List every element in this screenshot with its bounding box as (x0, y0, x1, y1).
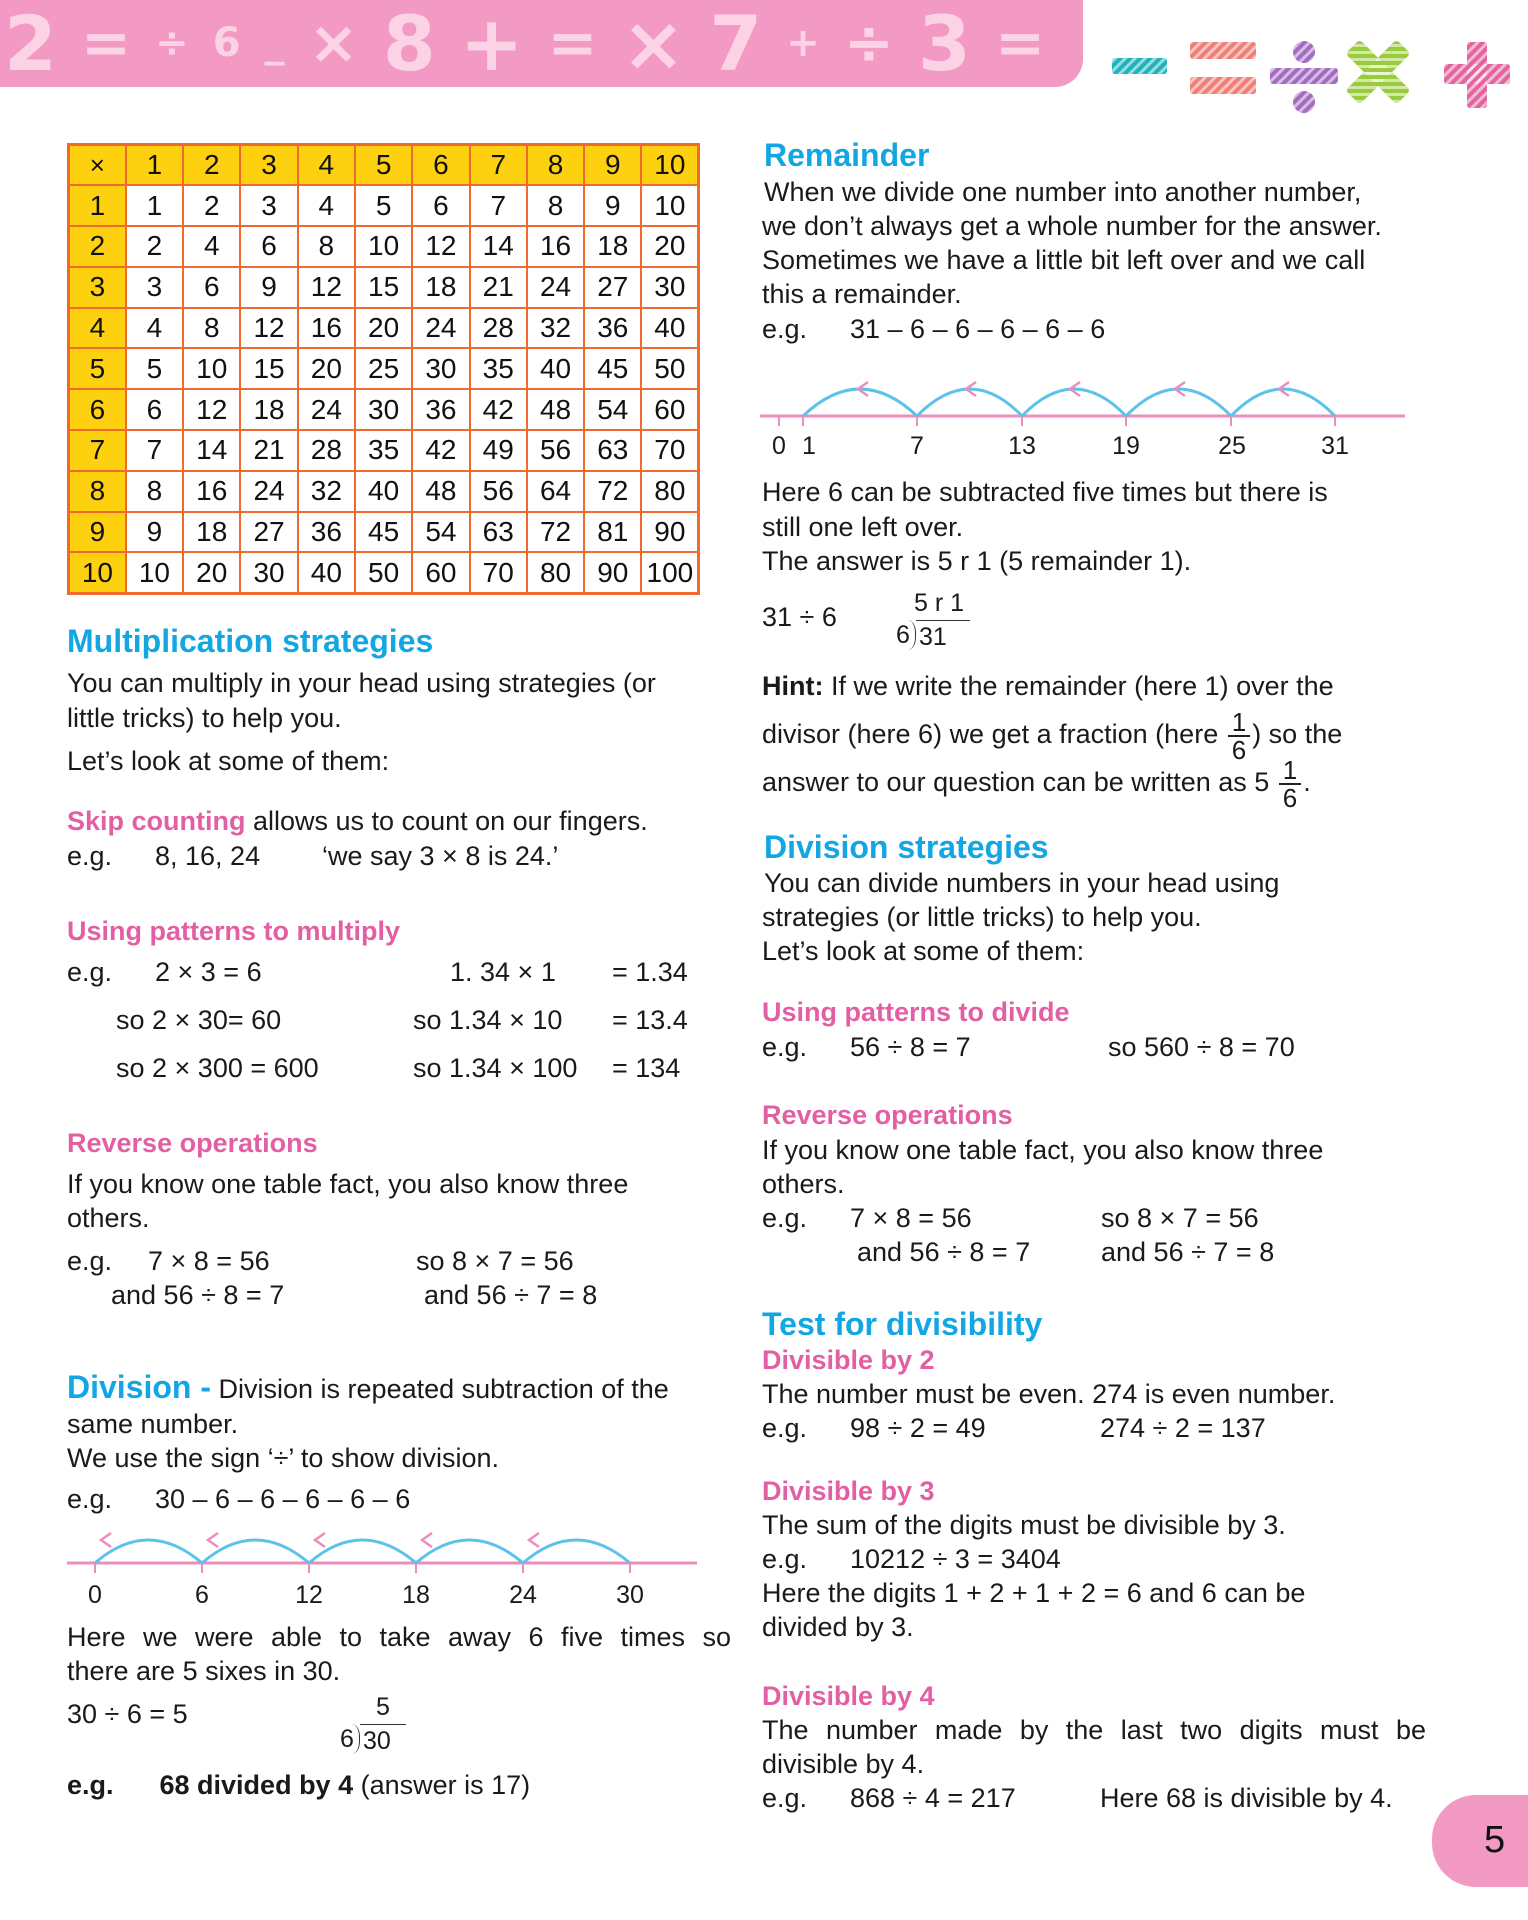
table-cell: 21 (470, 267, 527, 308)
table-cell: 2 (183, 185, 240, 226)
div-reverse-right-2: and 56 ÷ 7 = 8 (1101, 1237, 1275, 1267)
div-reverse-left-2: and 56 ÷ 8 = 7 (857, 1237, 1031, 1267)
table-cell: 2 (126, 226, 183, 267)
banner-glyph: 3 (918, 0, 971, 87)
table-cell: 49 (470, 430, 527, 471)
table-cell: 20 (298, 348, 355, 389)
table-cell: 7 (470, 185, 527, 226)
reverse-right-1: so 8 × 7 = 56 (416, 1246, 574, 1276)
banner-glyph: = (80, 8, 132, 78)
table-cell: 28 (470, 308, 527, 349)
table-row (69, 348, 699, 389)
table-cell: 90 (641, 512, 698, 553)
pattern-result-2: = 13.4 (612, 1005, 688, 1035)
hint-text-2a: divisor (here 6) we get a fraction (here (762, 719, 1226, 749)
number-line-label: 25 (1218, 432, 1246, 460)
banner-glyph: ÷ (843, 8, 895, 78)
divisible-by-2-ex-2: 274 ÷ 2 = 137 (1100, 1413, 1266, 1443)
fraction-one-sixth-answer (1279, 754, 1301, 813)
number-line-label: 24 (509, 1581, 537, 1609)
remainder-explain-1: Here 6 can be subtracted five times but there is (762, 477, 1328, 507)
table-cell: 12 (240, 308, 297, 349)
divisible-by-4-text-1: The number made by the last two digits must be (762, 1715, 1426, 1745)
table-cell: 63 (470, 512, 527, 553)
banner-glyph: _ (264, 20, 285, 66)
reverse-operations-heading-left: Reverse operations (67, 1128, 318, 1158)
column-header: 2 (183, 145, 240, 186)
table-row (69, 308, 699, 349)
remainder-heading: Remainder (764, 137, 930, 173)
long-div-bracket (352, 1724, 360, 1754)
hint-text-3a: answer to our question can be written as 5 (762, 767, 1277, 797)
row-header: 4 (69, 308, 126, 349)
divisible-by-4-eg-label: e.g. (762, 1783, 808, 1813)
div-reverse-text-1: If you know one table fact, you also know three (762, 1135, 1324, 1165)
division-long-division (338, 1692, 408, 1762)
table-cell: 12 (183, 389, 240, 430)
table-cell: 16 (527, 226, 584, 267)
table-cell: 60 (641, 389, 698, 430)
table-cell: 50 (641, 348, 698, 389)
hint-text-3b: . (1303, 767, 1311, 797)
table-cell: 81 (584, 512, 641, 553)
table-cell: 42 (412, 430, 469, 471)
table-cell: 9 (126, 512, 183, 553)
number-line-label: 13 (1008, 432, 1036, 460)
table-cell: 4 (126, 308, 183, 349)
table-cell: 18 (183, 512, 240, 553)
banner-glyph: 7 (709, 0, 763, 87)
table-cell: 36 (298, 512, 355, 553)
column-header: 9 (584, 145, 641, 186)
fraction-numerator: 1 (1279, 757, 1301, 785)
table-cell: 63 (584, 430, 641, 471)
number-line-label: 19 (1112, 432, 1140, 460)
table-cell: 18 (412, 267, 469, 308)
banner-glyph: = (994, 8, 1046, 78)
table-cell: 20 (641, 226, 698, 267)
table-cell: 40 (527, 348, 584, 389)
table-cell: 27 (240, 512, 297, 553)
table-cell: 40 (641, 308, 698, 349)
column-header: 3 (240, 145, 297, 186)
table-cell: 14 (183, 430, 240, 471)
pattern-left-3: so 2 × 300 = 600 (116, 1053, 319, 1083)
number-line-label: 18 (402, 1581, 430, 1609)
table-cell: 20 (355, 308, 412, 349)
plus-icon (1444, 42, 1510, 108)
long-div-quotient: 5 r 1 (914, 589, 965, 617)
divisible-by-3-explain-1: Here the digits 1 + 2 + 1 + 2 = 6 and 6 can be (762, 1578, 1306, 1608)
row-header: 5 (69, 348, 126, 389)
table-cell: 56 (470, 471, 527, 512)
banner-glyph: = (547, 8, 598, 78)
table-cell: 12 (298, 267, 355, 308)
table-row (69, 267, 699, 308)
minus-icon (1112, 58, 1167, 74)
table-cell: 56 (527, 430, 584, 471)
table-cell: 16 (183, 471, 240, 512)
table-corner-cell: × (69, 145, 126, 186)
table-cell: 54 (584, 389, 641, 430)
divisible-by-3-explain-2: divided by 3. (762, 1612, 914, 1642)
table-cell: 70 (641, 430, 698, 471)
table-cell: 30 (240, 552, 297, 593)
table-cell: 9 (240, 267, 297, 308)
skip-counting-text: allows us to count on our fingers. (245, 806, 648, 836)
pattern-left-2: so 2 × 30= 60 (116, 1005, 282, 1035)
divisibility-heading: Test for divisibility (762, 1306, 1043, 1342)
division-explain-1: Here we were able to take away 6 five times so (67, 1622, 731, 1652)
table-cell: 6 (183, 267, 240, 308)
div-reverse-right-1: so 8 × 7 = 56 (1101, 1203, 1259, 1233)
division-intro-line-1 (67, 1368, 669, 1406)
remainder-long-division (896, 588, 996, 658)
number-line-label: 0 (772, 432, 786, 460)
table-cell: 9 (584, 185, 641, 226)
division-eg2-label: e.g. (67, 1770, 114, 1800)
skip-quote: ‘we say 3 × 8 is 24.’ (322, 841, 559, 871)
remainder-text-4: this a remainder. (762, 279, 962, 309)
table-cell: 10 (126, 552, 183, 593)
table-cell: 80 (527, 552, 584, 593)
table-cell: 24 (240, 471, 297, 512)
divisible-by-2-ex-1: 98 ÷ 2 = 49 (850, 1413, 986, 1443)
hint-text-2b: ) so the (1252, 719, 1343, 749)
table-cell: 24 (527, 267, 584, 308)
multiplication-table (67, 143, 700, 595)
table-row (69, 185, 699, 226)
div-patterns-eg-label: e.g. (762, 1032, 808, 1062)
table-cell: 7 (126, 430, 183, 471)
patterns-eg-label: e.g. (67, 957, 113, 987)
banner-glyph: 2 (4, 0, 57, 87)
table-row (69, 430, 699, 471)
banner-glyph: 8 (382, 0, 436, 87)
table-cell: 50 (355, 552, 412, 593)
division-eg2-bold: 68 divided by 4 (159, 1770, 354, 1800)
reverse-operations-heading-right: Reverse operations (762, 1100, 1013, 1130)
column-header: 8 (527, 145, 584, 186)
remainder-text-2: we don’t always get a whole number for the answer. (762, 211, 1382, 241)
row-header: 10 (69, 552, 126, 593)
remainder-text-3: Sometimes we have a little bit left over and we call (762, 245, 1366, 275)
reverse-left-2: and 56 ÷ 8 = 7 (111, 1280, 285, 1310)
table-cell: 35 (470, 348, 527, 389)
div-reverse-left-1: 7 × 8 = 56 (850, 1203, 972, 1233)
div-intro-line-2: strategies (or little tricks) to help you. (762, 902, 1202, 932)
table-cell: 80 (641, 471, 698, 512)
division-example: 30 – 6 – 6 – 6 – 6 – 6 (155, 1484, 411, 1514)
table-cell: 72 (527, 512, 584, 553)
header-banner (0, 0, 1083, 87)
column-header: 4 (298, 145, 355, 186)
row-header: 3 (69, 267, 126, 308)
equals-icon (1190, 42, 1256, 94)
divide-icon (1270, 41, 1338, 113)
table-cell: 16 (298, 308, 355, 349)
banner-glyph: ÷ (155, 20, 189, 66)
division-strategies-heading: Division strategies (764, 829, 1049, 865)
pattern-right-3: so 1.34 × 100 (413, 1053, 578, 1083)
table-cell: 8 (527, 185, 584, 226)
div-intro-line-1: You can divide numbers in your head using (764, 868, 1280, 898)
row-header: 8 (69, 471, 126, 512)
remainder-eg-label: e.g. (762, 314, 808, 344)
table-cell: 6 (126, 389, 183, 430)
remainder-text-1: When we divide one number into another number, (764, 177, 1362, 207)
remainder-number-line (760, 362, 1410, 432)
hint-line-1 (762, 669, 1334, 703)
table-cell: 6 (240, 226, 297, 267)
skip-eg-label: e.g. (67, 841, 113, 871)
mult-intro-line-1: You can multiply in your head using strategies (or (67, 668, 656, 698)
long-div-divisor: 6 (896, 621, 910, 649)
table-cell: 40 (355, 471, 412, 512)
column-header: 6 (412, 145, 469, 186)
mult-intro-line-3: Let’s look at some of them: (67, 746, 390, 776)
table-cell: 15 (355, 267, 412, 308)
table-cell: 10 (641, 185, 698, 226)
table-cell: 3 (126, 267, 183, 308)
table-cell: 8 (298, 226, 355, 267)
table-row (69, 226, 699, 267)
divisible-by-2-eg-label: e.g. (762, 1413, 808, 1443)
table-cell: 54 (412, 512, 469, 553)
table-cell: 4 (183, 226, 240, 267)
banner-glyph: × (308, 8, 359, 78)
table-cell: 90 (584, 552, 641, 593)
page-number-tab (1432, 1795, 1528, 1887)
table-row (69, 389, 699, 430)
div-pattern-left: 56 ÷ 8 = 7 (850, 1032, 971, 1062)
patterns-divide-heading: Using patterns to divide (762, 997, 1070, 1027)
table-cell: 72 (584, 471, 641, 512)
pattern-left-1: 2 × 3 = 6 (155, 957, 262, 987)
skip-counting-line (67, 804, 648, 838)
row-header: 7 (69, 430, 126, 471)
table-cell: 10 (183, 348, 240, 389)
table-cell: 70 (470, 552, 527, 593)
number-line-label: 1 (802, 432, 816, 460)
table-cell: 8 (126, 471, 183, 512)
table-cell: 32 (298, 471, 355, 512)
division-text-3: We use the sign ‘÷’ to show division. (67, 1443, 500, 1473)
long-div-bracket (908, 620, 916, 650)
divisible-by-3-heading: Divisible by 3 (762, 1476, 935, 1506)
div-reverse-eg-label: e.g. (762, 1203, 808, 1233)
table-cell: 3 (240, 185, 297, 226)
table-cell: 100 (641, 552, 698, 593)
row-header: 2 (69, 226, 126, 267)
pattern-right-1: 1. 34 × 1 (450, 957, 556, 987)
table-cell: 60 (412, 552, 469, 593)
table-cell: 6 (412, 185, 469, 226)
long-div-dividend: 30 (363, 1727, 391, 1755)
banner-glyph: + (459, 0, 524, 87)
table-cell: 45 (355, 512, 412, 553)
table-cell: 15 (240, 348, 297, 389)
hint-text-1: If we write the remainder (here 1) over the (823, 671, 1334, 701)
table-cell: 10 (355, 226, 412, 267)
table-cell: 21 (240, 430, 297, 471)
divisible-by-4-heading: Divisible by 4 (762, 1681, 935, 1711)
table-cell: 24 (412, 308, 469, 349)
times-icon (1327, 22, 1429, 122)
fraction-denominator: 6 (1231, 734, 1247, 765)
number-line-label: 6 (195, 1581, 209, 1609)
table-cell: 5 (126, 348, 183, 389)
math-operator-icons (1110, 22, 1510, 122)
banner-glyph: × (621, 0, 686, 87)
pattern-right-2: so 1.34 × 10 (413, 1005, 563, 1035)
pattern-result-1: = 1.34 (612, 957, 688, 987)
row-header: 9 (69, 512, 126, 553)
table-cell: 24 (298, 389, 355, 430)
divisible-by-4-ex-2: Here 68 is divisible by 4. (1100, 1783, 1393, 1813)
table-cell: 64 (527, 471, 584, 512)
table-cell: 35 (355, 430, 412, 471)
number-line-label: 30 (616, 1581, 644, 1609)
division-text-2: same number. (67, 1409, 239, 1439)
divisible-by-3-ex-1: 10212 ÷ 3 = 3404 (850, 1544, 1061, 1574)
skip-example: 8, 16, 24 (155, 841, 261, 871)
table-cell: 8 (183, 308, 240, 349)
hint-label: Hint: (762, 671, 824, 701)
table-row (69, 552, 699, 593)
table-cell: 32 (527, 308, 584, 349)
divisible-by-2-heading: Divisible by 2 (762, 1345, 935, 1375)
remainder-explain-3: The answer is 5 r 1 (5 remainder 1). (762, 546, 1192, 576)
multiplication-strategies-heading: Multiplication strategies (67, 623, 434, 659)
table-cell: 30 (412, 348, 469, 389)
division-text-1: Division is repeated subtraction of the (211, 1374, 669, 1404)
division-eg-label: e.g. (67, 1484, 113, 1514)
reverse-eg-label: e.g. (67, 1246, 113, 1276)
table-cell: 40 (298, 552, 355, 593)
division-equation: 30 ÷ 6 = 5 (67, 1699, 188, 1729)
column-header: 5 (355, 145, 412, 186)
page-number: 5 (1484, 1819, 1506, 1861)
div-reverse-text-2: others. (762, 1169, 845, 1199)
number-line-label: 0 (88, 1581, 102, 1609)
reverse-left-1: 7 × 8 = 56 (148, 1246, 270, 1276)
table-cell: 18 (240, 389, 297, 430)
table-cell: 12 (412, 226, 469, 267)
remainder-explain-2: still one left over. (762, 512, 964, 542)
table-cell: 14 (470, 226, 527, 267)
banner-math-glyphs (0, 0, 1045, 87)
number-line-label: 7 (910, 432, 924, 460)
table-cell: 28 (298, 430, 355, 471)
long-div-bar (360, 1724, 406, 1725)
fraction-numerator: 1 (1228, 709, 1250, 737)
long-div-bar (916, 620, 970, 621)
table-cell: 25 (355, 348, 412, 389)
skip-counting-label: Skip counting (67, 806, 246, 836)
long-div-quotient: 5 (376, 1693, 390, 1721)
table-cell: 36 (412, 389, 469, 430)
table-cell: 30 (355, 389, 412, 430)
banner-glyph: + (786, 20, 820, 66)
divisible-by-3-text: The sum of the digits must be divisible by 3. (762, 1510, 1286, 1540)
table-cell: 30 (641, 267, 698, 308)
mult-intro-line-2: little tricks) to help you. (67, 703, 342, 733)
table-cell: 5 (355, 185, 412, 226)
table-cell: 36 (584, 308, 641, 349)
remainder-example: 31 – 6 – 6 – 6 – 6 – 6 (850, 314, 1106, 344)
row-header: 1 (69, 185, 126, 226)
table-row (69, 512, 699, 553)
row-header: 6 (69, 389, 126, 430)
divisible-by-2-text: The number must be even. 274 is even number. (762, 1379, 1336, 1409)
table-cell: 42 (470, 389, 527, 430)
banner-glyph: 6 (212, 20, 241, 66)
table-cell: 1 (126, 185, 183, 226)
number-line-label: 31 (1321, 432, 1349, 460)
pattern-result-3: = 134 (612, 1053, 681, 1083)
number-line-label: 12 (295, 1581, 323, 1609)
division-number-line (67, 1525, 707, 1595)
div-intro-line-3: Let’s look at some of them: (762, 936, 1085, 966)
column-header: 1 (126, 145, 183, 186)
reverse-text-line-1: If you know one table fact, you also know three (67, 1169, 629, 1199)
long-div-dividend: 31 (919, 623, 947, 651)
column-header: 7 (470, 145, 527, 186)
reverse-right-2: and 56 ÷ 7 = 8 (424, 1280, 598, 1310)
table-row (69, 471, 699, 512)
division-eg2-line (67, 1768, 530, 1802)
table-cell: 18 (584, 226, 641, 267)
table-cell: 48 (412, 471, 469, 512)
long-div-divisor: 6 (340, 1725, 354, 1753)
division-explain-2: there are 5 sixes in 30. (67, 1656, 341, 1686)
div-pattern-right: so 560 ÷ 8 = 70 (1108, 1032, 1295, 1062)
hint-line-3 (762, 755, 1311, 811)
table-cell: 45 (584, 348, 641, 389)
division-heading: Division - (67, 1369, 212, 1405)
table-cell: 20 (183, 552, 240, 593)
table-header-row (69, 145, 699, 186)
table-cell: 48 (527, 389, 584, 430)
divisible-by-4-text-2: divisible by 4. (762, 1749, 925, 1779)
table-cell: 4 (298, 185, 355, 226)
remainder-equation: 31 ÷ 6 (762, 602, 837, 632)
division-eg2-rest: (answer is 17) (353, 1770, 531, 1800)
column-header: 10 (641, 145, 698, 186)
divisible-by-4-ex-1: 868 ÷ 4 = 217 (850, 1783, 1016, 1813)
reverse-text-line-2: others. (67, 1203, 150, 1233)
fraction-denominator: 6 (1282, 782, 1298, 813)
patterns-multiply-heading: Using patterns to multiply (67, 916, 401, 946)
table-cell: 27 (584, 267, 641, 308)
divisible-by-3-eg-label: e.g. (762, 1544, 808, 1574)
